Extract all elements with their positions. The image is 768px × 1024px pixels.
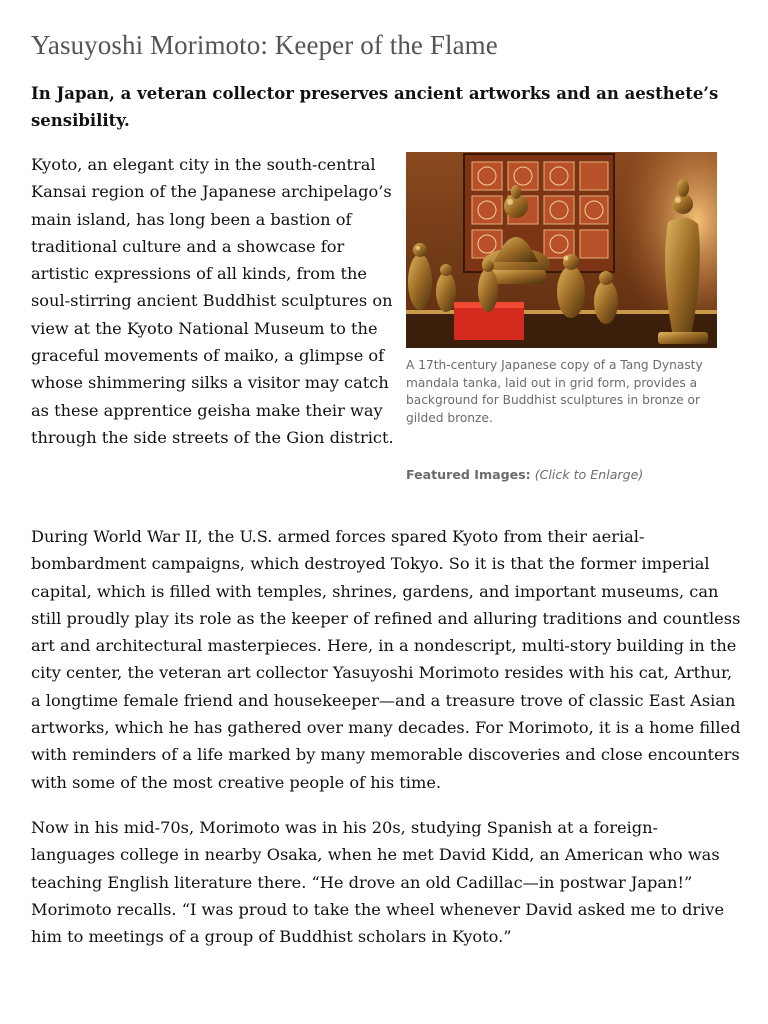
featured-figure (406, 152, 718, 482)
body-paragraph-2: During World War II, the U.S. armed forces spared Kyoto from their aerial-bombardment campaigns, which destroyed Tokyo. So it is that the former imperial capital, which is filled with temples, shrines, gardens, and important museums, can still proudly play its role as the keeper of refined and alluring traditions and countless art and architectural masterpieces. Here, in a nondescript, multi-story building in the city center, the veteran art collector Yasuyoshi Morimoto resides with his cat, Arthur, a longtime female friend and housekeeper—and a treasure trove of classic East Asian artworks, which he has gathered over many decades. For Morimoto, it is a home filled with reminders of a life marked by many memorable discoveries and close encounters with some of the most creative people of his time. (31, 527, 741, 792)
body-paragraph-3: Now in his mid-70s, Morimoto was in his 20s, studying Spanish at a foreign-languages college in nearby Osaka, when he met David Kidd, an American who was teaching English literature there. “He drove an old Cadillac—in postwar Japan!” Morimoto recalls. “I was proud to take the wheel whenever David asked me to drive him to meetings of a group of Buddhist scholars in Kyoto.” (31, 818, 725, 947)
body-paragraph-1: Kyoto, an elegant city in the south-central Kansai region of the Japanese archipelago’s main island, has long been a bastion of traditional culture and a showcase for artistic expressions of all kinds, from the soul-stirring ancient Buddhist sculptures on view at the Kyoto National Museum to the graceful movements of maiko, a glimpse of whose shimmering silks a visitor may catch as these apprentice geisha make their way through the side streets of the Gion district. (31, 155, 394, 447)
mandala-photo-art (406, 152, 717, 348)
photo-caption: A 17th-century Japanese copy of a Tang Dynasty mandala tanka, laid out in grid form, provides a background for Buddhist sculptures in bronze or gilded bronze. (406, 358, 703, 425)
featured-images-label: Featured Images: (406, 467, 531, 482)
article-title: Yasuyoshi Morimoto: Keeper of the Flame (31, 30, 498, 60)
click-to-enlarge-hint: (Click to Enlarge) (534, 467, 644, 482)
article-deck: In Japan, a veteran collector preserves ancient artworks and an aesthete’s sensibility. (31, 84, 719, 130)
featured-images-link[interactable] (406, 467, 718, 482)
mandala-photo[interactable] (406, 152, 717, 348)
